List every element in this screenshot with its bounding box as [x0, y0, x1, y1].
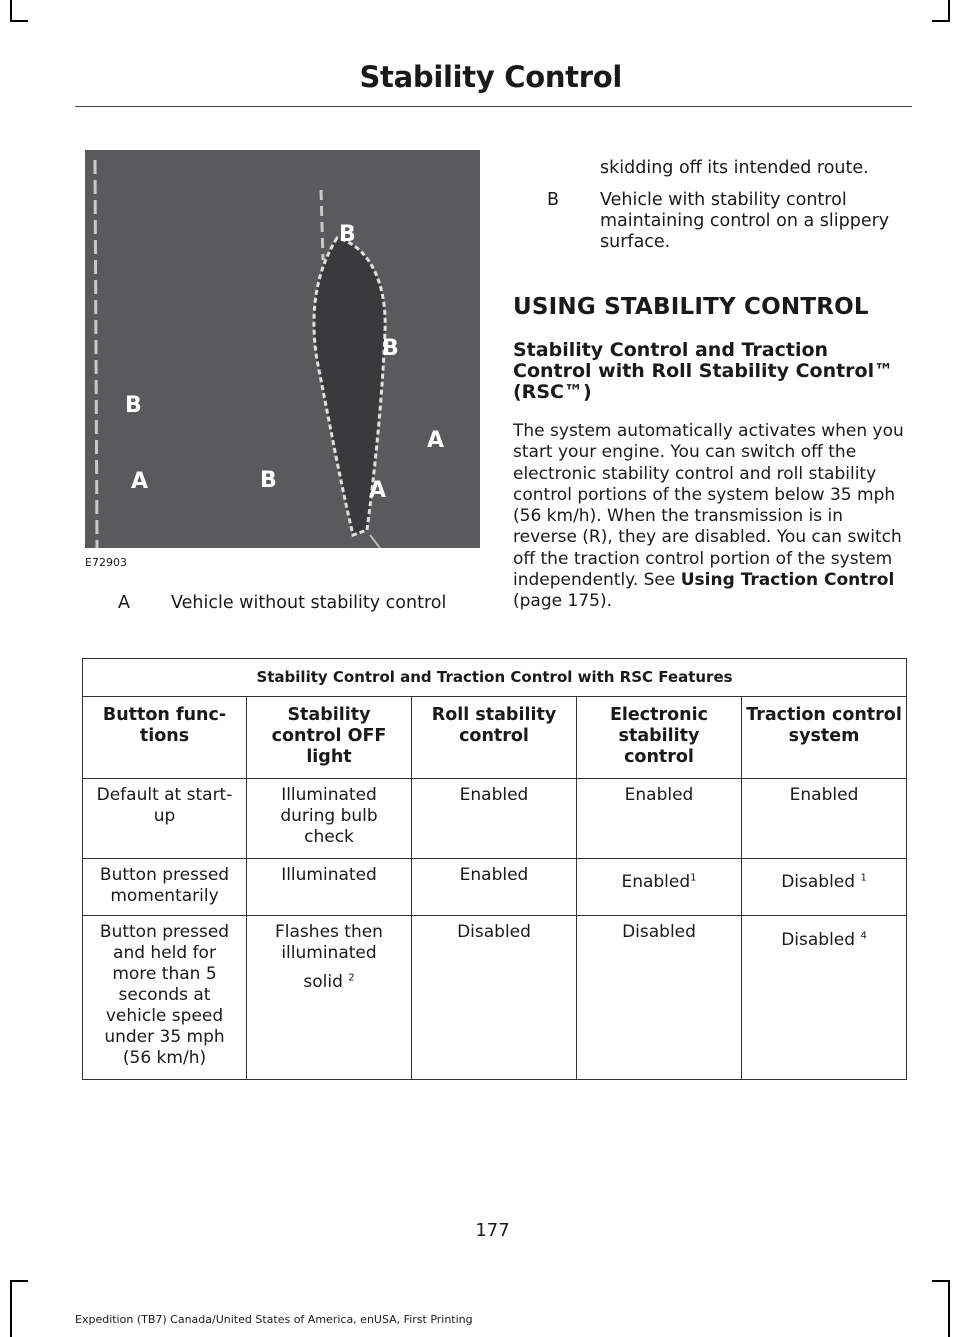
cell-text: Enabled: [621, 872, 691, 892]
legend-item-a-continued: [600, 158, 910, 179]
legend-item-a: [85, 593, 480, 617]
table-cell: Illuminated during bulb check: [247, 779, 412, 859]
crop-mark: [932, 1280, 950, 1282]
figure-label: A: [427, 428, 445, 453]
legend-text: Vehicle with stability control maintaining control on a slippery surface.: [600, 190, 890, 252]
figure-id: E72903: [85, 556, 127, 569]
table-cell: Enabled: [412, 859, 577, 916]
column-header: Traction control system: [742, 697, 907, 779]
legend-text: Vehicle without stability control: [171, 593, 447, 613]
crop-mark: [10, 0, 12, 22]
table-row: [83, 916, 907, 1080]
footnote-ref: 2: [348, 972, 355, 984]
paragraph-text: The system automatically activates when you start your engine. You can switch off the electronic stability control and roll stability control portions of the system below 35 mph (56 km/h). When the transmission is in reverse (R), they are disabled. You can switch off the traction control portion of the system independently. See: [513, 421, 904, 591]
table-cell: Disabled: [577, 916, 742, 1080]
crop-mark: [948, 1280, 950, 1337]
table-cell: Enabled: [577, 779, 742, 859]
figure-label: B: [382, 336, 399, 361]
legend-item-b: [513, 190, 908, 260]
table-cell: Default at start-up: [83, 779, 247, 859]
table-cell: [577, 859, 742, 916]
cell-text-extra: [253, 972, 405, 993]
footnote-ref: 4: [860, 930, 867, 942]
footnote-ref: 1: [690, 872, 697, 884]
paragraph-text: (page 175).: [513, 591, 612, 612]
cell-text: Flashes then illuminated: [275, 922, 383, 963]
table-header-row: [83, 697, 907, 779]
legend-key: B: [547, 190, 560, 210]
table-caption: Stability Control and Traction Control with RSC Features: [83, 659, 907, 697]
column-header: Roll stability control: [412, 697, 577, 779]
figure-label: B: [125, 393, 142, 418]
table-cell: Illuminated: [247, 859, 412, 916]
crop-mark: [10, 1280, 28, 1282]
features-table: [82, 658, 907, 1080]
column-header: Stability control OFF light: [247, 697, 412, 779]
figure-label: B: [260, 468, 277, 493]
cell-text: Disabled: [781, 930, 861, 950]
table-cell: Enabled: [412, 779, 577, 859]
table-cell: Enabled: [742, 779, 907, 859]
figure-label: B: [339, 222, 356, 247]
cell-text: solid: [303, 972, 343, 992]
section-subheading: Stability Control and Traction Control with Roll Stability Control™ (RSC™): [513, 339, 894, 403]
cell-text: Disabled: [781, 872, 861, 892]
table-cell: [742, 916, 907, 1080]
crop-mark: [10, 20, 28, 22]
header-rule: [75, 106, 912, 107]
section-heading: USING STABILITY CONTROL: [513, 294, 869, 320]
table-cell: Button pressed and held for more than 5 seconds at vehicle speed under 35 mph (56 km/h): [83, 916, 247, 1080]
stability-illustration: [85, 150, 480, 548]
crop-mark: [932, 20, 950, 22]
figure-label: A: [369, 478, 387, 503]
table-caption-row: [83, 659, 907, 697]
table-cell: [247, 916, 412, 1080]
table-cell: [742, 859, 907, 916]
figure-label: A: [131, 469, 149, 494]
column-header: Button func-tions: [83, 697, 247, 779]
crop-mark: [10, 1280, 12, 1337]
page-title: Stability Control: [359, 60, 622, 94]
column-header: Electronic stability control: [577, 697, 742, 779]
legend-key: A: [118, 593, 130, 613]
table-row: [83, 859, 907, 916]
table-row: [83, 779, 907, 859]
table-cell: Button pressed momentarily: [83, 859, 247, 916]
page-number: 177: [475, 1220, 510, 1241]
footnote-ref: 1: [860, 872, 867, 884]
table-cell: Disabled: [412, 916, 577, 1080]
footer-text: Expedition (TB7) Canada/United States of America, enUSA, First Printing: [75, 1313, 473, 1326]
crop-mark: [948, 0, 950, 22]
body-paragraph: [513, 421, 908, 613]
legend-text: skidding off its intended route.: [600, 158, 869, 178]
cross-reference-link[interactable]: Using Traction Control: [680, 570, 895, 591]
